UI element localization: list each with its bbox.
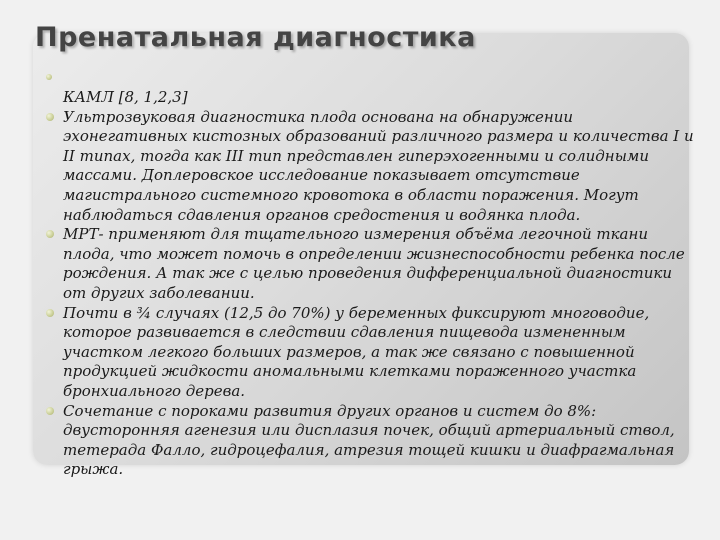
list-item bbox=[46, 304, 696, 402]
list-item bbox=[46, 402, 696, 480]
list-item bbox=[46, 82, 696, 108]
slide-title: Пренатальная диагностика bbox=[35, 22, 476, 53]
bullet-icon bbox=[46, 74, 52, 80]
list-item-text: Почти в ¾ случаях (12,5 до 70%) у беременных фиксируют многоводие, которое развивается в следствии сдавления пищевода измененным участком легкого больших размеров, а так же связано с повышенной продукцией жидкости аномальными клетками пораженного участка бронхиального дерева. bbox=[63, 303, 650, 400]
bullet-icon bbox=[46, 113, 54, 121]
bullet-icon bbox=[46, 309, 54, 317]
bullet-icon bbox=[46, 230, 54, 238]
list-item-text: КАМЛ [8, 1,2,3] bbox=[63, 88, 188, 106]
list-item bbox=[46, 108, 696, 226]
list-item-text: Ультрозвуковая диагностика плода основана на обнаружении эхонегативных кистозных образований различного размера и количества I и II типах, тогда как III тип представлен гиперэхогенными и солидными массами. Доплеровское исследование показывает отсутствие магистрального системного кровотока в области поражения. Могут наблюдаться сдавления органов средостения и водянка плода. bbox=[63, 107, 694, 224]
list-item bbox=[46, 225, 696, 303]
list-item-text: МРТ- применяют для тщательного измерения объёма легочной ткани плода, что может помочь в определении жизнеспособности ребенка после рождения. А так же с целью проведения дифференциальной диагностики от других заболевании. bbox=[63, 225, 685, 302]
bullet-icon bbox=[46, 407, 54, 415]
bullet-list bbox=[46, 82, 696, 480]
list-item-text: Сочетание с пороками развития других органов и систем до 8%: двусторонняя агенезия или дисплазия почек, общий артериальный ствол, тетерада Фалло, гидроцефалия, атрезия тощей кишки и диафрагмальная грыжа. bbox=[63, 401, 675, 479]
